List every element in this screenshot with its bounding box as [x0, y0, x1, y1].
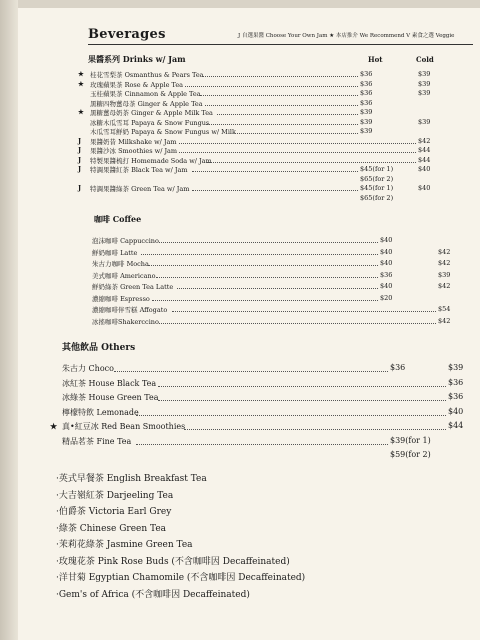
price-hot: $40: [380, 259, 393, 267]
price-hot: $20: [380, 293, 393, 302]
item-name: 玉桂蘋果茶 Cinnamon & Apple Tea: [90, 90, 201, 98]
item-name: 泡沫咖啡 Cappuccino: [92, 237, 159, 245]
item-name: 美式咖啡 Americano: [92, 271, 156, 280]
leader-dots: [179, 143, 416, 144]
price-cold: $39: [418, 117, 431, 126]
item-name: 檸檬特飲 Lemonade: [62, 407, 139, 417]
menu-item-row: [92, 271, 472, 280]
item-name: 朱古力咖啡 Mocha: [92, 260, 149, 268]
price-hot: $65(for 2): [360, 193, 394, 202]
fine-tea-item: ·玫瑰花茶 Pink Rose Buds (不含咖啡因 Decaffeinated): [56, 556, 290, 567]
price-hot: $45(for 1): [360, 184, 394, 192]
menu-item-row: [92, 259, 472, 268]
leader-dots: [158, 386, 446, 387]
item-name: 桂花雪梨茶 Osmanthus & Pears Tea: [90, 71, 204, 79]
leader-dots: [172, 311, 436, 312]
price-cold: $39: [418, 79, 431, 88]
item-name: 特調果醬紅茶 Black Tea w/ Jam: [90, 166, 188, 174]
item-name: 朱古力 Choco: [62, 364, 114, 373]
menu-item-row: [90, 118, 475, 127]
menu-item-row: [90, 99, 475, 108]
price-cold: $44: [448, 421, 464, 430]
section-heading-others: 其他飲品 Others: [62, 343, 136, 353]
menu-item-row: [62, 450, 472, 463]
header-rule: [88, 44, 473, 45]
menu-item-row: [90, 194, 475, 203]
leader-dots: [179, 152, 416, 153]
menu-item-row: [78, 155, 475, 165]
menu-item-row: [78, 184, 475, 193]
menu-header: [88, 27, 468, 41]
leader-dots: [192, 190, 358, 191]
leader-dots: [217, 114, 358, 115]
fine-tea-item: ·大吉嶺紅茶 Darjeeling Tea: [56, 490, 174, 501]
leader-dots: [156, 277, 378, 278]
section-heading-drinks-jam: 果醬系列 Drinks w/ Jam: [88, 54, 186, 64]
item-name: 黑糖薑母奶茶 Ginger & Apple Milk Tea: [90, 109, 213, 117]
price-hot: $45(for 1): [360, 165, 394, 173]
price-hot: $36: [380, 270, 393, 279]
leader-dots: [136, 415, 446, 416]
leader-dots: [148, 265, 378, 266]
item-name: 精品茗茶 Fine Tea: [62, 436, 132, 446]
price-hot: $40: [380, 236, 393, 244]
leader-dots: [206, 124, 358, 125]
item-name: 果醬奶昔 Milkshake w/ Jam: [90, 137, 177, 146]
price-cold: $42: [438, 247, 451, 256]
fine-tea-item: ·英式早餐茶 English Breakfast Tea: [56, 474, 207, 484]
item-name: 特調果醬綠茶 Green Tea w/ Jam: [90, 185, 190, 193]
menu-item-row: [62, 363, 472, 376]
leader-dots: [136, 444, 388, 445]
leader-dots: [159, 323, 436, 324]
menu-item-row: [92, 317, 472, 326]
price-hot: $36: [360, 70, 373, 78]
menu-item-row: [78, 136, 475, 146]
price-cold: $39: [448, 363, 464, 372]
item-name: 冰糖木瓜雪耳 Papaya & Snow Fungus: [90, 118, 210, 127]
top-shadow-band: [0, 0, 480, 8]
menu-item-row: [62, 407, 472, 420]
item-mark: J: [78, 155, 82, 164]
leader-dots: [114, 371, 388, 372]
leader-dots: [185, 86, 358, 87]
menu-title: Beverages: [88, 27, 166, 42]
price-cold: $40: [448, 406, 464, 416]
page-binding-edge: [0, 0, 18, 640]
menu-item-row: [92, 236, 472, 245]
menu-item-row: [78, 165, 475, 174]
menu-item-row: [92, 248, 472, 257]
leader-dots: [159, 242, 378, 243]
leader-dots: [158, 400, 446, 401]
leader-dots: [184, 429, 446, 430]
item-mark: J: [78, 165, 82, 173]
price-cold: $44: [418, 146, 431, 154]
item-mark: ★: [78, 108, 84, 116]
menu-item-row: [90, 89, 475, 98]
leader-dots: [205, 105, 358, 106]
menu-item-row: [90, 127, 475, 136]
item-mark: J: [78, 136, 82, 145]
price-cold: $40: [418, 165, 431, 173]
item-name: 冰綠茶 House Green Tea: [62, 393, 159, 402]
menu-item-row: [78, 79, 475, 89]
price-hot: $40: [380, 247, 393, 256]
price-hot: $39: [360, 108, 373, 116]
menu-item-row: [90, 175, 475, 184]
price-hot: $40: [380, 282, 393, 290]
price-cold: $42: [438, 316, 451, 325]
item-name: 黑糖四物薑母茶 Ginger & Apple Tea: [90, 99, 203, 108]
symbol-legend: J 自選果醬 Choose Your Own Jam ★ 本店推介 We Recommend V 素食之選 Veggie: [238, 33, 455, 39]
price-cold: $44: [418, 155, 431, 164]
price-cold: $42: [418, 136, 431, 145]
price-cold: $36: [448, 392, 464, 401]
item-name: 鮮奶咖啡 Latte: [92, 248, 138, 257]
item-mark: J: [78, 184, 82, 192]
leader-dots: [235, 133, 358, 134]
price-hot: $36: [390, 363, 406, 372]
item-name: 玫瑰蘋果茶 Rose & Apple Tea: [90, 80, 184, 89]
fine-tea-item: ·茉莉花綠茶 Jasmine Green Tea: [56, 540, 193, 550]
price-hot: $59(for 2): [390, 450, 431, 459]
leader-dots: [206, 162, 416, 163]
item-name: 濃縮咖啡伴雪糕 Affogato: [92, 306, 168, 314]
price-hot: $39: [360, 127, 373, 135]
menu-item-row: [62, 392, 472, 405]
item-mark: ★: [78, 70, 84, 78]
price-hot: $36: [360, 89, 373, 97]
price-cold: $42: [438, 259, 451, 267]
price-hot: $36: [360, 79, 373, 88]
item-name: 木瓜雪耳鮮奶 Papaya & Snow Fungus w/ Milk: [90, 128, 236, 136]
price-cold: $40: [418, 184, 431, 192]
fine-tea-item: ·Gem's of Africa (不含咖啡因 Decaffeinated): [56, 589, 250, 600]
leader-dots: [177, 288, 378, 289]
item-name: 濃縮咖啡 Espresso: [92, 294, 150, 303]
column-cold-label: Cold: [416, 55, 434, 64]
item-name: 真•紅豆冰 Red Bean Smoothies: [62, 422, 186, 431]
leader-dots: [141, 254, 378, 255]
column-hot-label: Hot: [368, 55, 383, 64]
price-cold: $54: [438, 305, 451, 313]
price-cold: $42: [438, 282, 451, 290]
menu-item-row: [78, 70, 475, 79]
menu-item-row: [78, 108, 475, 117]
menu-item-row: [92, 294, 472, 303]
leader-dots: [200, 95, 358, 96]
price-cold: $36: [448, 377, 464, 387]
leader-dots: [152, 300, 378, 301]
price-hot: $36: [360, 98, 373, 107]
price-hot: $65(for 2): [360, 174, 394, 183]
menu-item-row: [62, 436, 472, 449]
menu-item-row: [78, 146, 475, 155]
price-cold: $39: [418, 89, 431, 97]
fine-tea-item: ·綠茶 Chinese Green Tea: [56, 523, 167, 534]
leader-dots: [192, 171, 358, 172]
menu-item-row: [62, 378, 472, 391]
price-hot: $39: [360, 117, 373, 126]
item-name: 鮮奶綠茶 Green Tea Latte: [92, 283, 174, 291]
price-cold: $39: [418, 70, 431, 78]
fine-tea-item: ·伯爵茶 Victoria Earl Grey: [56, 507, 172, 517]
menu-item-row: [92, 305, 472, 314]
item-name: 冰紅茶 House Black Tea: [62, 378, 157, 388]
fine-tea-item: ·洋甘菊 Egyptian Chamomile (不含咖啡因 Decaffeinated): [56, 573, 306, 583]
section-heading-coffee: 咖啡 Coffee: [94, 214, 142, 224]
item-name: 果醬沙冰 Smoothies w/ Jam: [90, 147, 178, 155]
item-mark: ★: [50, 421, 58, 431]
item-name: 冰搖咖啡Shakerccino: [92, 317, 159, 326]
menu-item-row: [50, 421, 472, 434]
price-cold: $39: [438, 270, 451, 279]
item-name: 特製果醬梳打 Homemade Soda w/ Jam: [90, 156, 212, 165]
item-mark: J: [78, 146, 82, 154]
price-hot: $39(for 1): [390, 435, 431, 445]
item-mark: ★: [78, 79, 84, 88]
menu-item-row: [92, 282, 472, 291]
leader-dots: [203, 76, 358, 77]
